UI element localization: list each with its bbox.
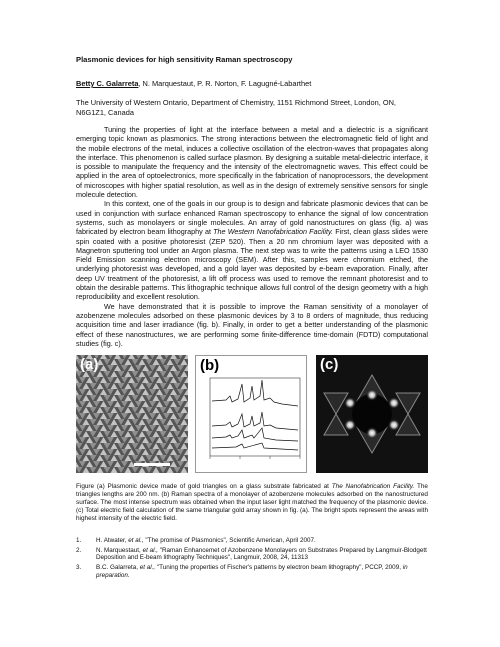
reference-item: [76, 537, 428, 545]
paragraph-2-italic: The Western Nanofabrication Facility.: [213, 227, 334, 237]
reference-status: in preparation.: [96, 564, 408, 579]
reference-authors: B.C. Galarreta,: [96, 564, 140, 572]
reference-item: [76, 547, 428, 562]
reference-etal: et al.,: [139, 564, 156, 572]
affiliation: The University of Western Ontario, Department of Chemistry, 1151 Richmond Street, London, ON, N6G1Z1, Canada: [76, 98, 396, 117]
figure-a-label: (a): [80, 356, 99, 373]
reference-item: [76, 564, 428, 579]
reference-etal: et al.,: [142, 546, 158, 554]
paragraph-2-b: First, clean glass slides were spin coated with a positive photoresist (ZEP 520). Then a 20 nm chromium layer was deposited with a Magnetron sputtering tool under an Argon plasma. The next step was to write the patterns using a LEO 1530 Field Emission scanning electron microscopy (SEM). After this, samples were chromium etched, the underlying photoresist was developed, and a gold layer was deposited by e-beam evaporation. Finally, after deep UV treatment of the photoresist, a lift off process was used to remove the remnant photoresist and to obtain the desirable patterns. This lithographic technique allows full control of the design geometry with a high reproducibility and excellent resolution.: [76, 227, 428, 302]
caption-part-2: The triangles lengths are 200 nm. (b) Raman spectra of a monolayer of azobenzene molecules adsorbed on the nanostructured surface. The most intense spectrum was obtained when the input laser light matched the frequency of the plasmonic device. (c) Total electric field calculation of the same triangular gold array shown in fig. (a). The bright spots represent the areas with highest intensity of the electric field.: [76, 483, 428, 523]
figure-b-label: (b): [200, 357, 220, 374]
reference-etal: et al.,: [128, 537, 144, 544]
reference-details: "Raman Enhancemet of Azobenzene Monolayers on Substrates Prepared by Langmuir-Blodgett Deposition and E-beam lithography Techniques", Langmuir, 2008, 24, 11313: [96, 546, 427, 562]
reference-list: [76, 537, 428, 582]
reference-details: "Tuning the properties of Fischer's patterns by electron beam lithography", PCCP, 2009,: [155, 564, 403, 572]
reference-authors: N. Marquestaut,: [96, 546, 143, 554]
reference-number: 2.: [76, 546, 82, 554]
figure-c-field-map: [316, 355, 428, 473]
caption-italic: The Nanofabrication Facility.: [331, 483, 415, 490]
caption-part-1: Figure (a) Plasmonic device made of gold triangles on a glass substrate fabricated at: [76, 483, 332, 490]
co-authors: , N. Marquestaut, P. R. Norton, F. Lagugné-Labarthet: [138, 79, 312, 88]
reference-number: 3.: [76, 564, 82, 572]
reference-details: "The promise of Plasmonics", Scientific American, April 2007.: [143, 537, 316, 544]
reference-number: 1.: [76, 537, 82, 544]
author-list: [76, 79, 311, 88]
paper-title: Plasmonic devices for high sensitivity Raman spectroscopy: [76, 55, 293, 64]
figure-caption: [76, 483, 428, 523]
paragraph-1: Tuning the properties of light at the interface between a metal and a dielectric is a significant emerging topic known as plasmonics. The strong interactions between the electromagnetic field of light and the mobile electrons of the metal, induces a collective oscillation of the electron-waves that propagates along the interface. This phenomenon is called surface plasmon. By designing a suitable metal-dielectric interface, it is possible to manipulate the frequency and the intensity of the electromagnetic waves. This effect could be applied in the area of optoelectronics, more specifically in the fabrication of nanoprocessors, the development of microscopes with higher spatial resolution, as well as in the design of extremely sensitive sensors for single molecule detection.: [76, 125, 428, 200]
reference-authors: H. Atwater,: [96, 537, 129, 544]
first-author: Betty C. Galarreta: [76, 79, 139, 88]
figure-b-raman-spectra: [195, 355, 307, 473]
paragraph-3: We have demonstrated that it is possible to improve the Raman sensitivity of a monolayer of azobenzene molecules adsorbed on these plasmonic devices by 3 to 8 orders of magnitude, thus reducing acquisition time and laser irradiance (fig. b). Finally, in order to get a better understanding of the plasmonic effect of these nanostructures, we are performing some finite-difference time-domain (FDTD) computational studies (fig. c).: [76, 301, 428, 348]
figure-row: [76, 355, 428, 473]
figure-a-sem-image: [76, 355, 188, 473]
body-text: [76, 125, 428, 348]
paragraph-2: [76, 199, 428, 301]
paragraph-2-a: In this context, one of the goals in our group is to design and fabricate plasmonic devices that can be used in conjunction with surface enhanced Raman spectroscopy to enhance the signal of low concentration systems, such as monolayers or single molecules. An array of gold nanostructures on glass (fig. a) was fabricated by electron beam lithography at: [76, 199, 428, 237]
figure-c-label: (c): [320, 356, 339, 373]
